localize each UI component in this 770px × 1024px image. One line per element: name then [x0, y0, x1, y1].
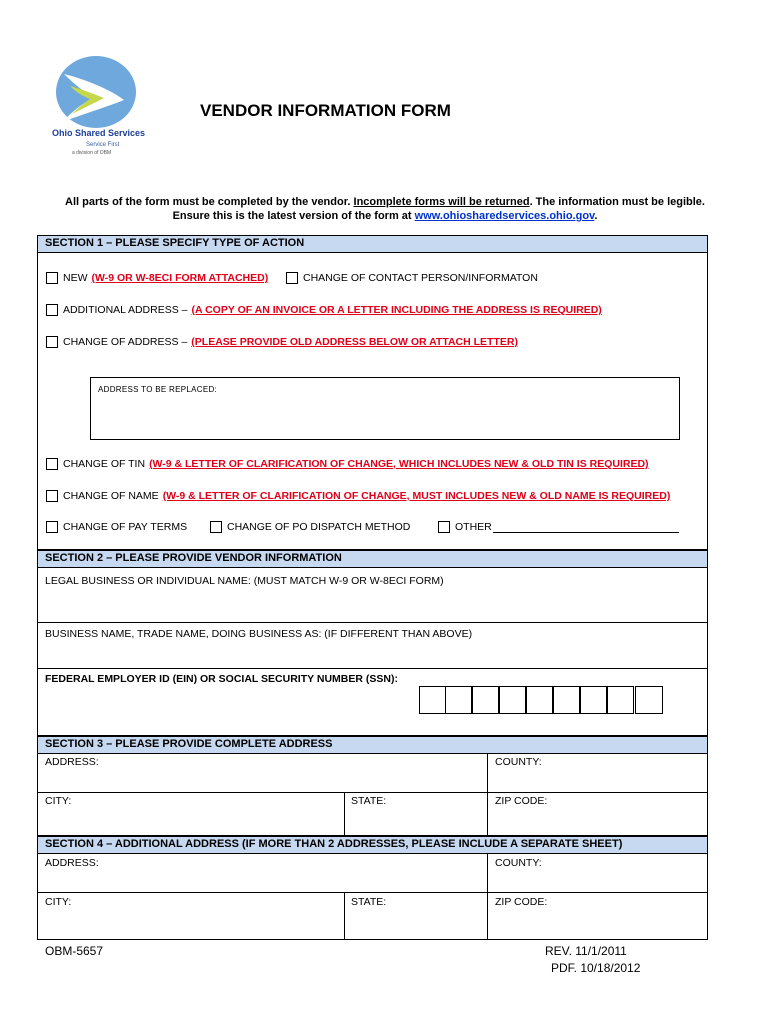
legal-name-label: LEGAL BUSINESS OR INDIVIDUAL NAME: (MUST MATCH W-9 OR W-8ECI FORM) [45, 575, 444, 587]
additional-state-label: STATE: [351, 896, 387, 908]
change-tin-note: (W-9 & LETTER OF CLARIFICATION OF CHANGE, WHICH INCLUDES NEW & OLD TIN IS REQUIRED) [149, 458, 649, 470]
form-title: VENDOR INFORMATION FORM [200, 101, 451, 120]
section-1-header: SECTION 1 – PLEASE SPECIFY TYPE OF ACTION [37, 235, 708, 253]
change-po-checkbox[interactable] [210, 521, 222, 533]
new-checkbox[interactable] [46, 272, 58, 284]
new-label: NEW [63, 272, 88, 284]
divider [344, 792, 345, 836]
svg-text:a division of OBM: a division of OBM [72, 150, 112, 156]
change-address-checkbox[interactable] [46, 336, 58, 348]
change-address-label: CHANGE OF ADDRESS – [63, 336, 188, 348]
additional-county-label: COUNTY: [495, 857, 542, 869]
change-address-note: (PLEASE PROVIDE OLD ADDRESS BELOW OR ATTACH LETTER) [191, 336, 518, 348]
divider [487, 754, 488, 836]
change-name-label: CHANGE OF NAME [63, 490, 159, 502]
option-change-po [210, 521, 410, 533]
form-number: OBM-5657 [45, 944, 104, 958]
option-change-name [46, 490, 670, 502]
other-input-line[interactable] [493, 522, 679, 533]
ein-digit-cell[interactable] [445, 686, 472, 714]
new-note: (W-9 OR W-8ECI FORM ATTACHED) [91, 272, 269, 284]
option-other [438, 521, 679, 533]
change-pay-terms-checkbox[interactable] [46, 521, 58, 533]
instructions-text: All parts of the form must be completed by the vendor. [65, 196, 354, 208]
ein-digit-cell[interactable] [635, 686, 663, 714]
change-contact-checkbox[interactable] [286, 272, 298, 284]
divider [37, 892, 708, 893]
divider [37, 622, 708, 623]
ohio-shared-services-logo [44, 52, 154, 162]
divider [37, 792, 708, 793]
option-change-contact [286, 272, 538, 284]
svg-text:Ohio Shared Services: Ohio Shared Services [52, 128, 146, 138]
ohio-shared-services-link[interactable]: www.ohiosharedservices.ohio.gov [414, 210, 595, 222]
instructions-period: . [594, 210, 598, 222]
county-label: COUNTY: [495, 756, 542, 768]
ein-digit-cell[interactable] [419, 686, 446, 714]
divider [37, 668, 708, 669]
change-tin-checkbox[interactable] [46, 458, 58, 470]
section-2-header: SECTION 2 – PLEASE PROVIDE VENDOR INFORMATION [37, 550, 708, 568]
instructions-warning: Incomplete forms will be returned [353, 196, 530, 208]
address-label: ADDRESS: [45, 756, 99, 768]
change-tin-label: CHANGE OF TIN [63, 458, 146, 470]
option-new [46, 272, 268, 284]
option-change-tin [46, 458, 649, 470]
option-change-pay-terms [46, 521, 187, 533]
additional-address-label: ADDRESS: [45, 857, 99, 869]
ein-digit-cell[interactable] [526, 686, 553, 714]
change-po-label: CHANGE OF PO DISPATCH METHOD [227, 521, 411, 533]
other-checkbox[interactable] [438, 521, 450, 533]
divider [487, 854, 488, 940]
instructions-version-text: Ensure this is the latest version of the form at [172, 210, 415, 222]
address-to-be-replaced-label: ADDRESS TO BE REPLACED: [98, 385, 218, 394]
additional-address-note: (A COPY OF AN INVOICE OR A LETTER INCLUDING THE ADDRESS IS REQUIRED) [191, 304, 602, 316]
additional-address-checkbox[interactable] [46, 304, 58, 316]
pdf-date: PDF. 10/18/2012 [551, 961, 641, 975]
ein-digit-cell[interactable] [553, 686, 580, 714]
change-pay-terms-label: CHANGE OF PAY TERMS [63, 521, 188, 533]
option-change-address [46, 336, 518, 348]
additional-city-label: CITY: [45, 896, 72, 908]
section-3-header: SECTION 3 – PLEASE PROVIDE COMPLETE ADDRESS [37, 736, 708, 754]
svg-text:Service First: Service First [86, 142, 120, 148]
ein-label: FEDERAL EMPLOYER ID (EIN) OR SOCIAL SECURITY NUMBER (SSN): [45, 673, 398, 685]
instructions-text-end: . The information must be legible. [529, 196, 705, 208]
other-label: OTHER [455, 521, 492, 533]
change-name-checkbox[interactable] [46, 490, 58, 502]
ein-digit-cell[interactable] [472, 686, 499, 714]
divider [344, 892, 345, 940]
ein-digit-cell[interactable] [580, 686, 607, 714]
change-contact-label: CHANGE OF CONTACT PERSON/INFORMATON [303, 272, 538, 284]
ein-digit-cell[interactable] [499, 686, 526, 714]
business-name-label: BUSINESS NAME, TRADE NAME, DOING BUSINESS AS: (IF DIFFERENT THAN ABOVE) [45, 628, 473, 640]
zip-label: ZIP CODE: [495, 795, 548, 807]
change-name-note: (W-9 & LETTER OF CLARIFICATION OF CHANGE, MUST INCLUDES NEW & OLD NAME IS REQUIRED) [162, 490, 671, 502]
form-instructions [0, 195, 770, 223]
revision-date: REV. 11/1/2011 [545, 944, 627, 958]
state-label: STATE: [351, 795, 387, 807]
city-label: CITY: [45, 795, 72, 807]
option-additional-address [46, 304, 602, 316]
additional-zip-label: ZIP CODE: [495, 896, 548, 908]
ein-digit-cell[interactable] [607, 686, 634, 714]
additional-address-label: ADDITIONAL ADDRESS – [63, 304, 188, 316]
section-4-header: SECTION 4 – ADDITIONAL ADDRESS (IF MORE THAN 2 ADDRESSES, PLEASE INCLUDE A SEPARATE SHEET) [37, 836, 708, 854]
